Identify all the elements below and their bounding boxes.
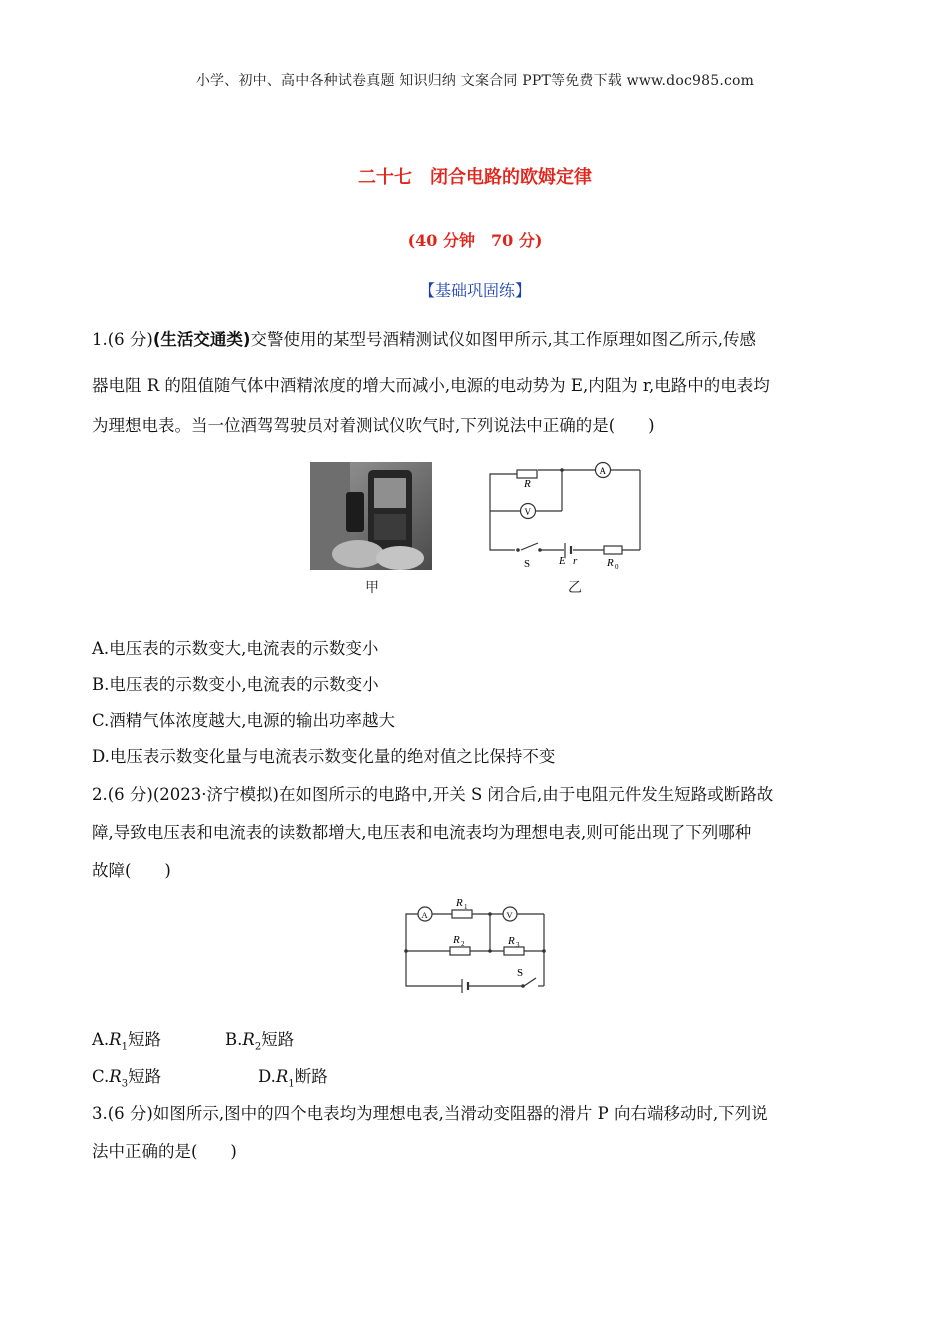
q2-label-v: V (506, 910, 513, 920)
q2-label-a: A (421, 910, 428, 920)
q2-label-r2-sub: 2 (461, 940, 465, 948)
section-heading: 【基础巩固练】 (418, 281, 531, 300)
q2-option-a: $A.R_1$短路 (92, 1030, 161, 1053)
resistor-r (517, 470, 537, 478)
q2-resistor-r3 (504, 947, 524, 955)
q2-option-d: $D.R_1$断路 (258, 1067, 328, 1090)
q2-resistor-r1 (452, 910, 472, 918)
page-header: 小学、初中、高中各种试卷真题 知识归纳 文案合同 PPT等免费下载 www.doc985.com (195, 73, 755, 89)
q1-line-2: 器电阻 R 的阻值随气体中酒精浓度的增大而减小,电源的电动势为 E,内阻为 r,电路中的电表均 (92, 376, 770, 395)
label-v: V (524, 507, 531, 517)
q2-options-row-2 (92, 1063, 862, 1089)
q3-line-2: 法中正确的是( ) (92, 1142, 237, 1161)
q2-options-row-1 (92, 1026, 862, 1052)
time-score: (40 分钟 70 分) (407, 231, 543, 250)
q1-line-3: 为理想电表。当一位酒驾驾驶员对着测试仪吹气时,下列说法中正确的是( ) (92, 416, 655, 435)
circuit-diagram-yi (480, 455, 650, 575)
q2-label-r3: R (508, 935, 515, 947)
q1-option-b: B.电压表的示数变小,电流表的示数变小 (92, 675, 379, 694)
q2-label-r1: R (456, 897, 463, 909)
q1-option-c: C.酒精气体浓度越大,电源的输出功率越大 (92, 711, 396, 730)
q2-resistor-r2 (450, 947, 470, 955)
q2-label-r3-sub: 3 (516, 941, 520, 949)
label-r0-sub: 0 (615, 563, 619, 571)
label-a: A (599, 466, 606, 476)
resistor-r0 (604, 546, 622, 554)
q2-line-3: 故障( ) (92, 861, 171, 880)
circuit-diagram-q2 (400, 893, 550, 993)
caption-jia: 甲 (365, 580, 379, 596)
q1-option-d: D.电压表示数变化量与电流表示数变化量的绝对值之比保持不变 (92, 747, 556, 766)
q1-tag: (生活交通类) (152, 330, 251, 349)
breathalyzer-photo (310, 462, 432, 570)
label-s: S (524, 558, 531, 570)
label-r-internal: r (573, 555, 578, 567)
q2-label-r1-sub: 1 (464, 903, 468, 911)
caption-yi: 乙 (568, 580, 582, 596)
q2-label-r2: R (453, 934, 460, 946)
q3-line-1: 3.(6 分)如图所示,图中的四个电表均为理想电表,当滑动变阻器的滑片 P 向右端移动时,下列说 (92, 1104, 768, 1123)
q1-text-1: 交警使用的某型号酒精测试仪如图甲所示,其工作原理如图乙所示,传感 (250, 330, 756, 349)
q2-option-c: $C.R_3$短路 (92, 1067, 162, 1090)
q1-prefix: 1.(6 分) (92, 330, 153, 349)
q1-option-a: A.电压表的示数变大,电流表的示数变小 (92, 639, 379, 658)
q2-line-1: 2.(6 分)(2023·济宁模拟)在如图所示的电路中,开关 S 闭合后,由于电阻元件发生短路或断路故 (92, 785, 774, 804)
label-r0: R (607, 557, 614, 569)
q2-label-s: S (517, 967, 524, 979)
label-e: E (559, 555, 566, 567)
q2-line-2: 障,导致电压表和电流表的读数都增大,电压表和电流表均为理想电表,则可能出现了下列哪种 (92, 823, 752, 842)
label-r: R (524, 478, 531, 490)
q2-option-b: $B.R_2$短路 (225, 1030, 295, 1053)
page-title: 二十七 闭合电路的欧姆定律 (358, 167, 592, 188)
q1-line-1 (92, 326, 862, 350)
